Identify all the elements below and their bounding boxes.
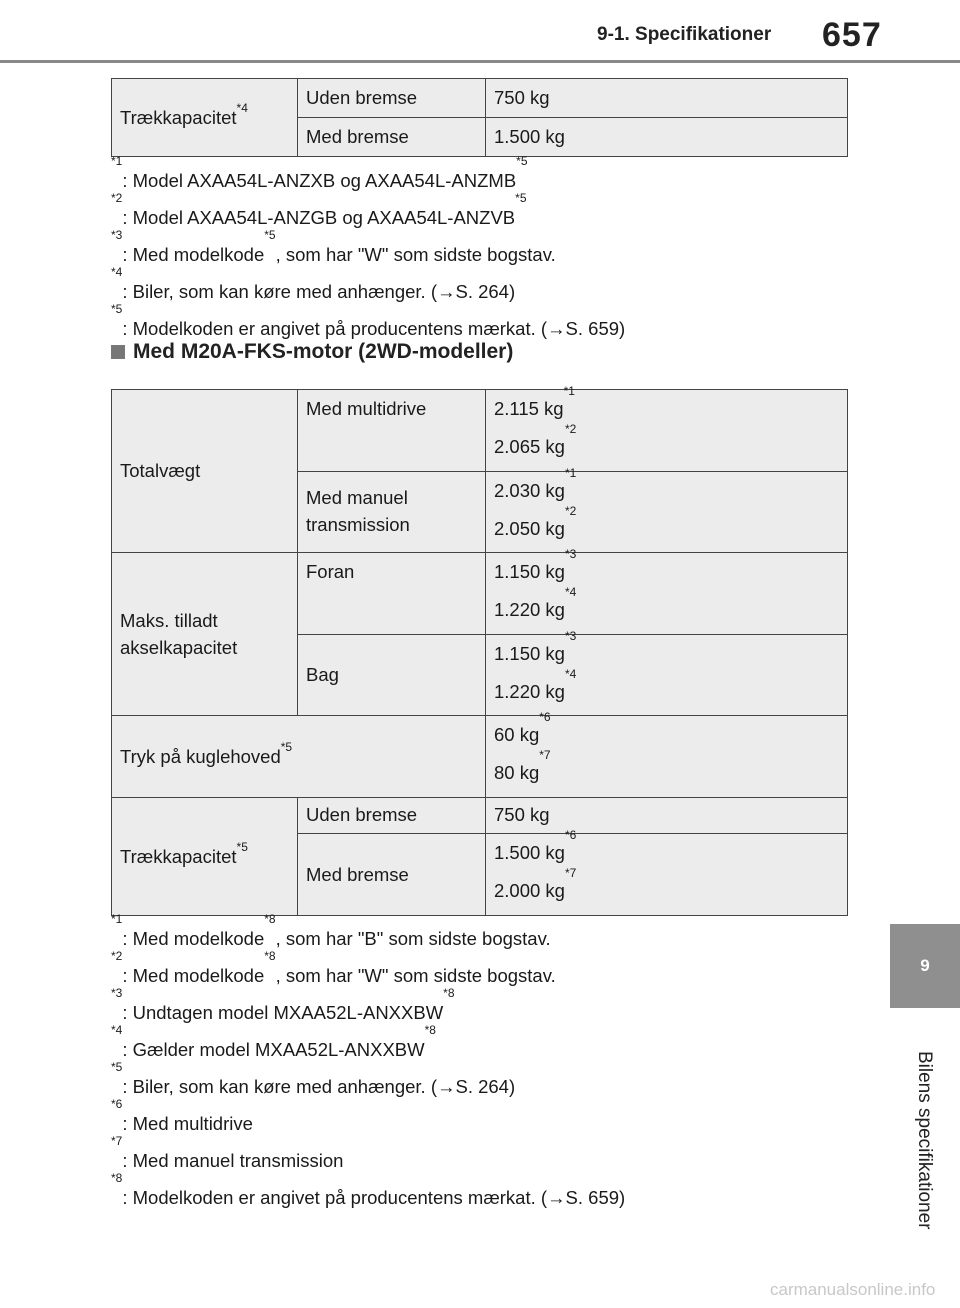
sub-label: Uden bremse [298, 79, 486, 118]
page-number: 657 [822, 16, 882, 54]
footnote: $^{*5}$: Modelkoden er angivet på producentens mærkat. (→S. 659) [111, 302, 626, 339]
watermark: carmanualsonline.info [770, 1280, 936, 1299]
footnote: $^{*6}$: Med multidrive [111, 1097, 253, 1134]
row-label: Trækkapacitet$^{*4}$ [112, 79, 298, 157]
value-cell: 1.500 $kg^{*6}$ 2.000 $kg^{*7}$ [486, 834, 848, 916]
footnote: $^{*7}$: Med manuel transmission [111, 1134, 344, 1171]
sub-label: Med multidrive [298, 390, 486, 472]
sub-label: Bag [298, 635, 486, 716]
footnote: $^{*3}$: Undtagen model MXAA52L-ANXXBW$^{*8}$ [111, 986, 455, 1023]
footnotes-top [111, 154, 626, 347]
sub-label: Uden bremse [298, 798, 486, 834]
value-cell: 1.150 $kg^{*3}$ 1.220 $kg^{*4}$ [486, 553, 848, 635]
value-cell: 2.115 $kg^{*1}$ 2.065 $kg^{*2}$ [486, 390, 848, 472]
sub-label: Med bremse [298, 118, 486, 157]
row-label-traek: Trækkapacitet$^{*5}$ [112, 798, 298, 916]
chapter-title: Bilens specifikationer [914, 1051, 935, 1230]
footnote: $^{*2}$: Med modelkode$^{*8}$, som har "W" som sidste bogstav. [111, 949, 556, 986]
footnote: $^{*2}$: Model AXAA54L-ANZGB og AXAA54L-ANZVB$^{*5}$ [111, 191, 527, 228]
square-bullet-icon [111, 345, 125, 359]
value-cell: 60 $kg^{*6}$ 80 $kg^{*7}$ [486, 716, 848, 798]
footnotes-bottom [111, 912, 626, 1216]
sub-label: Foran [298, 553, 486, 635]
footnote: $^{*1}$: Med modelkode$^{*8}$, som har "B" som sidste bogstav. [111, 912, 551, 949]
footnote: $^{*3}$: Med modelkode$^{*5}$, som har "W" som sidste bogstav. [111, 228, 556, 265]
footnote: $^{*5}$: Biler, som kan køre med anhænger. (→S. 264) [111, 1060, 516, 1097]
footnote: $^{*4}$: Biler, som kan køre med anhænger. (→S. 264) [111, 265, 516, 302]
footnote: $^{*1}$: Model AXAA54L-ANZXB og AXAA54L-ANZMB$^{*5}$ [111, 154, 528, 191]
value-cell: 1.150 $kg^{*3}$ 1.220 $kg^{*4}$ [486, 635, 848, 716]
row-label-aksel: Maks. tilladt akselkapacitet [112, 553, 298, 716]
section-header: 9-1. Specifikationer [597, 24, 772, 45]
row-label-kuglehoved: Tryk på kuglehoved$^{*5}$ [112, 716, 486, 798]
value-cell: 2.030 $kg^{*1}$ 2.050 $kg^{*2}$ [486, 472, 848, 553]
row-label-totalvaegt: Totalvægt [112, 390, 298, 553]
footnote: $^{*4}$: Gælder model MXAA52L-ANXXBW$^{*8}$ [111, 1023, 436, 1060]
value-cell: 1.500 kg [486, 118, 848, 157]
chapter-number: 9 [920, 956, 930, 975]
section-title: Med M20A-FKS-motor (2WD-modeller) [111, 340, 513, 364]
footnote: $^{*8}$: Modelkoden er angivet på producentens mærkat. (→S. 659) [111, 1171, 626, 1208]
value-cell: 750 kg [486, 798, 848, 834]
m20a-spec-table [111, 384, 848, 916]
sub-label: Med bremse [298, 834, 486, 916]
header-divider [0, 60, 960, 63]
sub-label: Med manuel transmission [298, 472, 486, 553]
chapter-tab[interactable] [890, 924, 960, 1008]
towing-capacity-table-top [111, 78, 848, 157]
value-cell: 750 kg [486, 79, 848, 118]
